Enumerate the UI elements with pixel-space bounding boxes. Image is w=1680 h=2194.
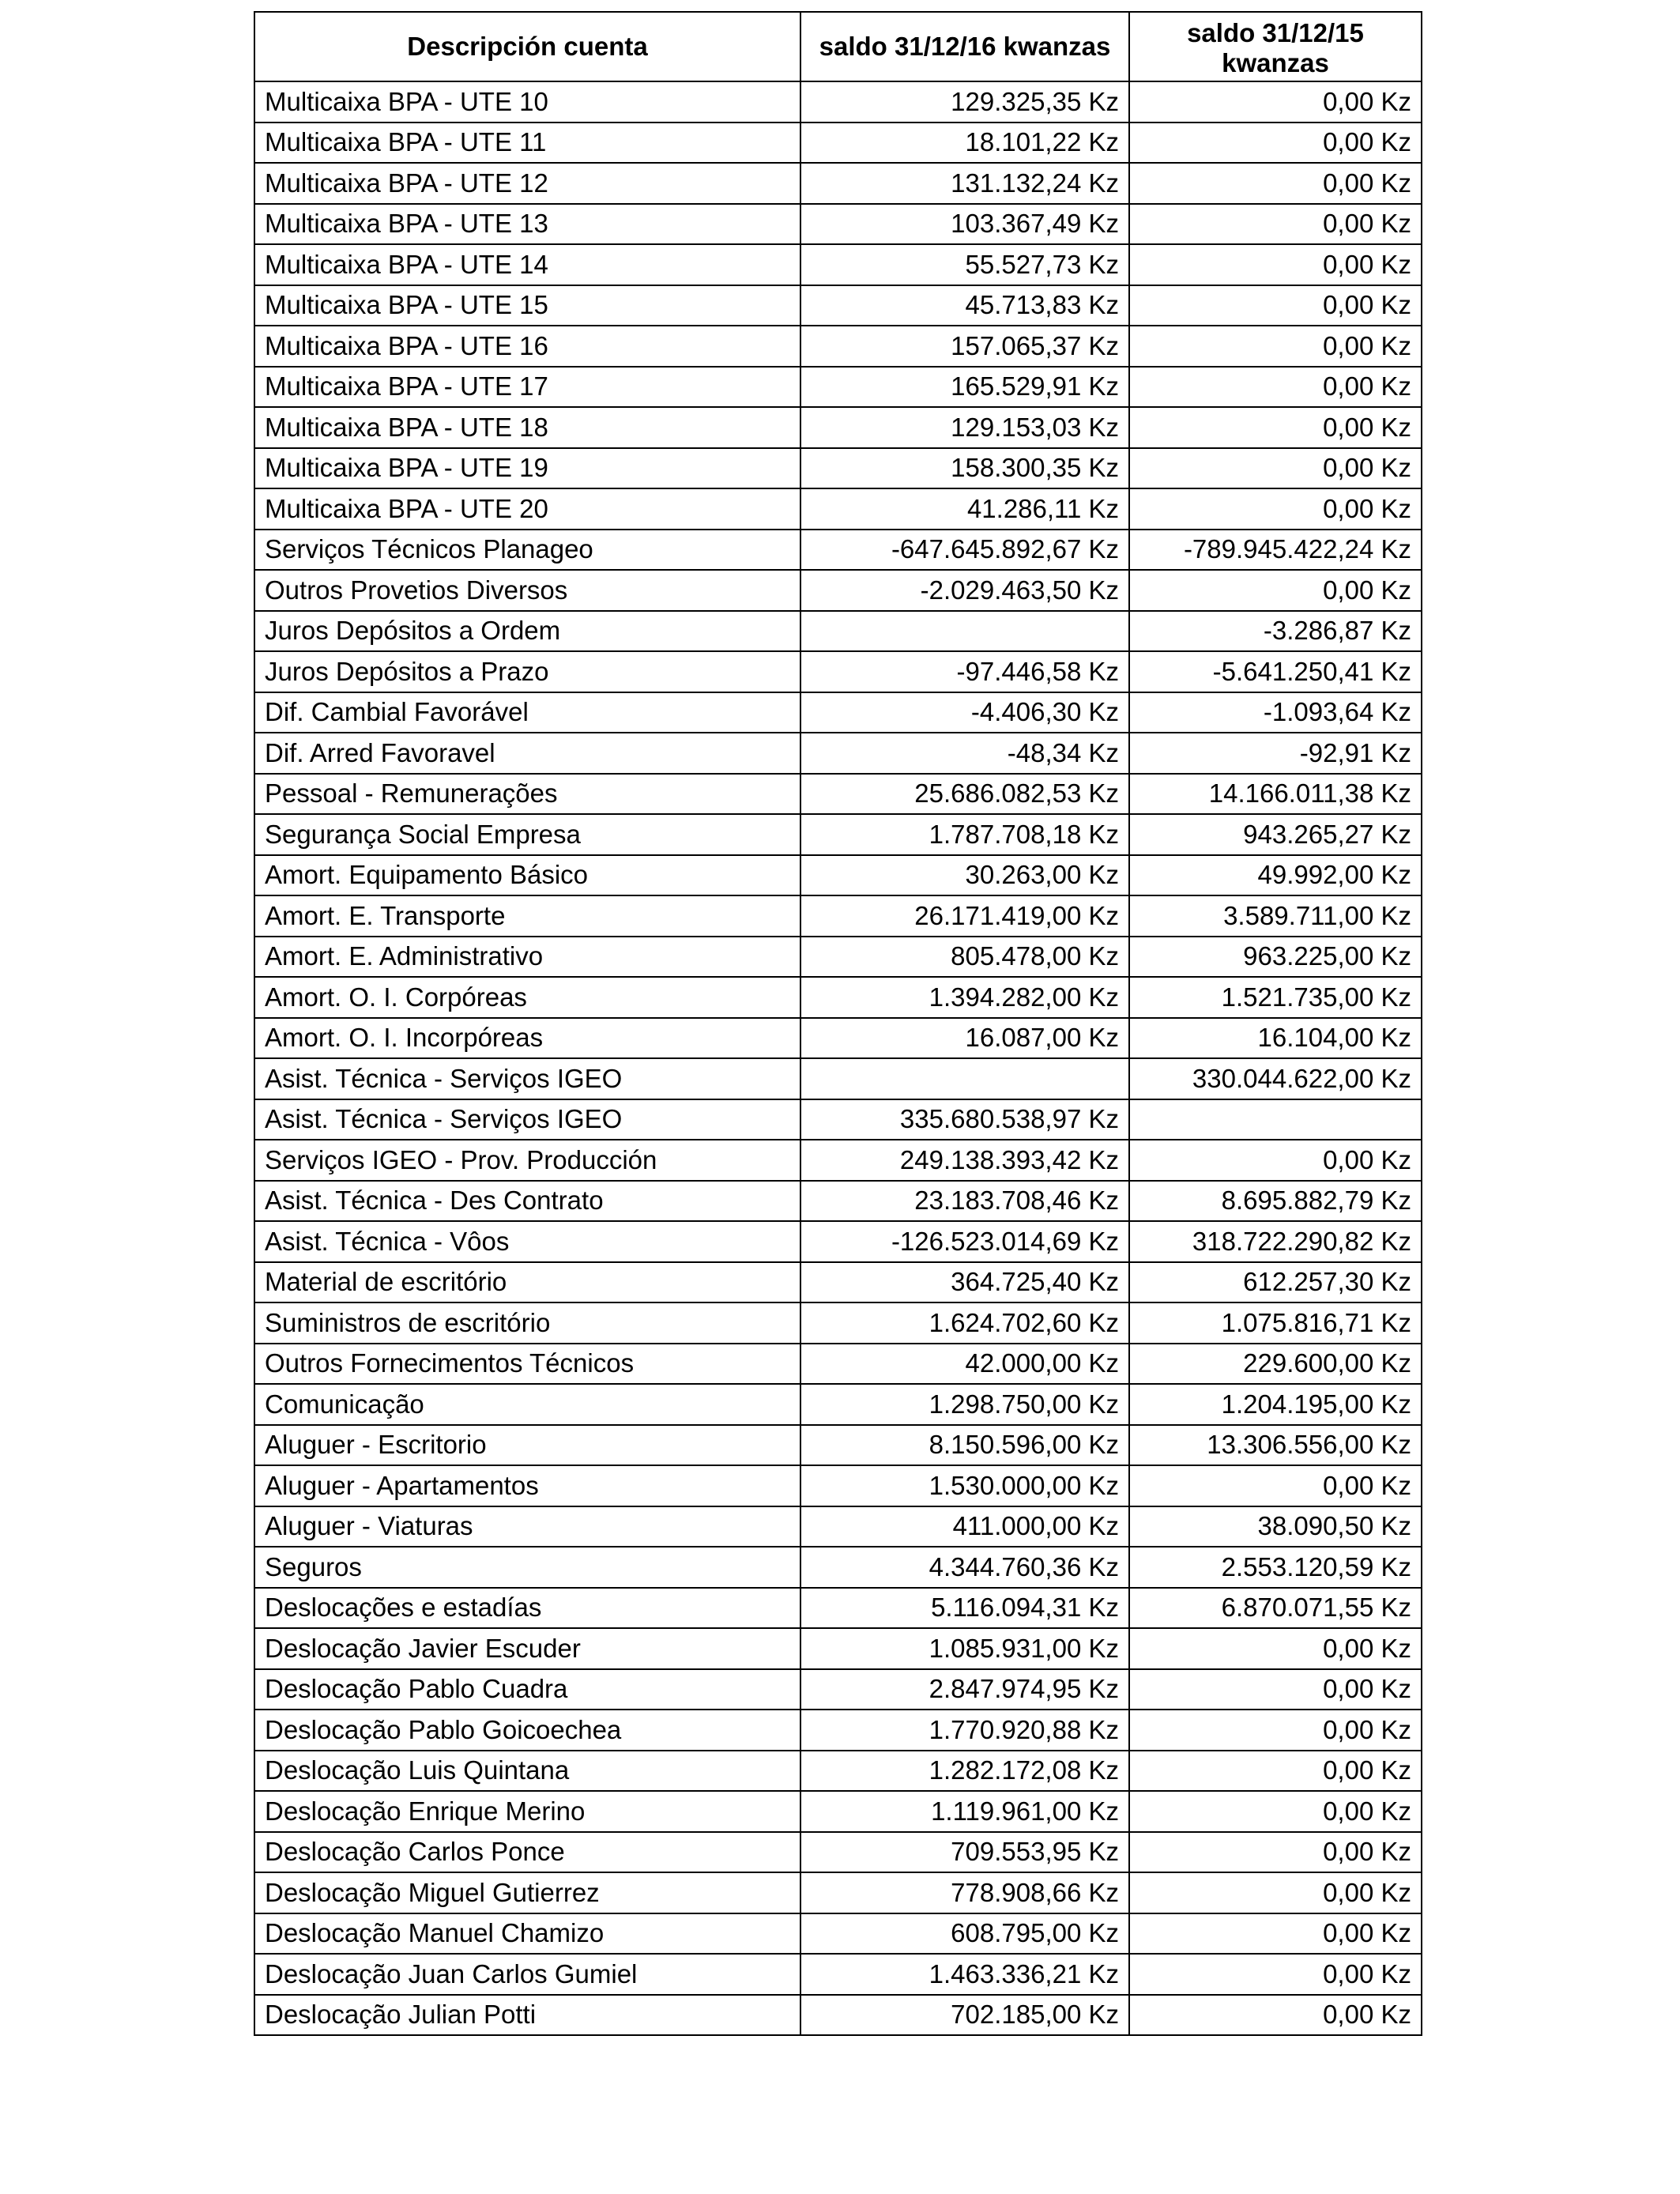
cell-balance-2015: 16.104,00 Kz bbox=[1129, 1018, 1422, 1059]
cell-balance-2015: 0,00 Kz bbox=[1129, 244, 1422, 285]
table-row bbox=[254, 814, 1422, 855]
cell-balance-2015: 0,00 Kz bbox=[1129, 123, 1422, 164]
table-row bbox=[254, 1995, 1422, 2036]
cell-balance-2015: 0,00 Kz bbox=[1129, 326, 1422, 367]
cell-balance-2015: 1.521.735,00 Kz bbox=[1129, 977, 1422, 1018]
cell-balance-2015: 0,00 Kz bbox=[1129, 1872, 1422, 1913]
cell-balance-2015: 0,00 Kz bbox=[1129, 1751, 1422, 1792]
header-balance-2015-line1: saldo 31/12/15 bbox=[1187, 18, 1364, 47]
table-row bbox=[254, 1262, 1422, 1303]
cell-balance-2016: 157.065,37 Kz bbox=[800, 326, 1129, 367]
cell-balance-2016: -2.029.463,50 Kz bbox=[800, 570, 1129, 611]
table-row bbox=[254, 1547, 1422, 1588]
cell-balance-2016: 42.000,00 Kz bbox=[800, 1344, 1129, 1385]
cell-balance-2015: -5.641.250,41 Kz bbox=[1129, 651, 1422, 692]
cell-description: Outros Provetios Diversos bbox=[254, 570, 800, 611]
cell-balance-2016: 1.770.920,88 Kz bbox=[800, 1710, 1129, 1751]
cell-balance-2016: 1.085.931,00 Kz bbox=[800, 1628, 1129, 1669]
header-description: Descripción cuenta bbox=[254, 12, 800, 81]
cell-balance-2016 bbox=[800, 611, 1129, 652]
table-row bbox=[254, 611, 1422, 652]
table-row bbox=[254, 81, 1422, 123]
cell-balance-2015: 229.600,00 Kz bbox=[1129, 1344, 1422, 1385]
cell-description: Multicaixa BPA - UTE 16 bbox=[254, 326, 800, 367]
header-balance-2016: saldo 31/12/16 kwanzas bbox=[800, 12, 1129, 81]
cell-balance-2016: 2.847.974,95 Kz bbox=[800, 1669, 1129, 1710]
cell-balance-2016: 45.713,83 Kz bbox=[800, 285, 1129, 326]
cell-description: Amort. Equipamento Básico bbox=[254, 855, 800, 896]
table-row bbox=[254, 244, 1422, 285]
table-row bbox=[254, 570, 1422, 611]
cell-balance-2015: 0,00 Kz bbox=[1129, 1669, 1422, 1710]
table-row bbox=[254, 1710, 1422, 1751]
table-row bbox=[254, 1832, 1422, 1873]
cell-balance-2016: 129.153,03 Kz bbox=[800, 407, 1129, 448]
table-row bbox=[254, 1506, 1422, 1547]
cell-balance-2016: 1.119.961,00 Kz bbox=[800, 1791, 1129, 1832]
cell-balance-2016: 1.530.000,00 Kz bbox=[800, 1465, 1129, 1506]
cell-description: Multicaixa BPA - UTE 15 bbox=[254, 285, 800, 326]
cell-balance-2015: 0,00 Kz bbox=[1129, 81, 1422, 123]
cell-balance-2015: 0,00 Kz bbox=[1129, 1954, 1422, 1995]
table-row bbox=[254, 651, 1422, 692]
cell-description: Asist. Técnica - Des Contrato bbox=[254, 1181, 800, 1222]
cell-description: Amort. O. I. Incorpóreas bbox=[254, 1018, 800, 1059]
cell-description: Pessoal - Remunerações bbox=[254, 774, 800, 815]
cell-balance-2016: 41.286,11 Kz bbox=[800, 488, 1129, 530]
cell-balance-2016: 1.282.172,08 Kz bbox=[800, 1751, 1129, 1792]
cell-description: Multicaixa BPA - UTE 10 bbox=[254, 81, 800, 123]
cell-balance-2016: -4.406,30 Kz bbox=[800, 692, 1129, 733]
cell-balance-2016: 23.183.708,46 Kz bbox=[800, 1181, 1129, 1222]
table-row bbox=[254, 285, 1422, 326]
ledger-page bbox=[254, 11, 1421, 2036]
table-header bbox=[254, 12, 1422, 81]
cell-balance-2016: 364.725,40 Kz bbox=[800, 1262, 1129, 1303]
cell-description: Multicaixa BPA - UTE 12 bbox=[254, 163, 800, 204]
cell-description: Amort. E. Administrativo bbox=[254, 937, 800, 978]
cell-balance-2016: 249.138.393,42 Kz bbox=[800, 1140, 1129, 1181]
cell-description: Deslocações e estadías bbox=[254, 1588, 800, 1629]
cell-balance-2015: 0,00 Kz bbox=[1129, 1995, 1422, 2036]
cell-description: Comunicação bbox=[254, 1384, 800, 1425]
table-row bbox=[254, 1140, 1422, 1181]
cell-description: Amort. O. I. Corpóreas bbox=[254, 977, 800, 1018]
cell-description: Deslocação Luis Quintana bbox=[254, 1751, 800, 1792]
cell-balance-2015: 0,00 Kz bbox=[1129, 367, 1422, 408]
cell-balance-2015: 0,00 Kz bbox=[1129, 488, 1422, 530]
cell-balance-2015: -1.093,64 Kz bbox=[1129, 692, 1422, 733]
cell-balance-2016: 1.463.336,21 Kz bbox=[800, 1954, 1129, 1995]
table-row bbox=[254, 530, 1422, 571]
cell-description: Deslocação Pablo Goicoechea bbox=[254, 1710, 800, 1751]
cell-balance-2016: 4.344.760,36 Kz bbox=[800, 1547, 1129, 1588]
cell-balance-2015: 330.044.622,00 Kz bbox=[1129, 1058, 1422, 1099]
cell-balance-2015: 0,00 Kz bbox=[1129, 1832, 1422, 1873]
cell-balance-2015: 0,00 Kz bbox=[1129, 285, 1422, 326]
table-row bbox=[254, 1872, 1422, 1913]
cell-description: Deslocação Pablo Cuadra bbox=[254, 1669, 800, 1710]
cell-balance-2016: 5.116.094,31 Kz bbox=[800, 1588, 1129, 1629]
cell-description: Segurança Social Empresa bbox=[254, 814, 800, 855]
cell-description: Material de escritório bbox=[254, 1262, 800, 1303]
header-row bbox=[254, 12, 1422, 81]
table-row bbox=[254, 1465, 1422, 1506]
table-row bbox=[254, 855, 1422, 896]
cell-balance-2016: 26.171.419,00 Kz bbox=[800, 895, 1129, 937]
table-row bbox=[254, 1669, 1422, 1710]
cell-description: Aluguer - Escritorio bbox=[254, 1425, 800, 1466]
table-row bbox=[254, 1221, 1422, 1262]
account-balance-table bbox=[254, 11, 1422, 2036]
cell-balance-2016: -126.523.014,69 Kz bbox=[800, 1221, 1129, 1262]
cell-description: Multicaixa BPA - UTE 20 bbox=[254, 488, 800, 530]
table-row bbox=[254, 1628, 1422, 1669]
cell-description: Deslocação Manuel Chamizo bbox=[254, 1913, 800, 1955]
table-row bbox=[254, 163, 1422, 204]
table-row bbox=[254, 977, 1422, 1018]
table-row bbox=[254, 367, 1422, 408]
cell-balance-2015: 2.553.120,59 Kz bbox=[1129, 1547, 1422, 1588]
table-row bbox=[254, 1181, 1422, 1222]
cell-balance-2015: 963.225,00 Kz bbox=[1129, 937, 1422, 978]
cell-balance-2016: 805.478,00 Kz bbox=[800, 937, 1129, 978]
table-row bbox=[254, 326, 1422, 367]
cell-balance-2016: 1.624.702,60 Kz bbox=[800, 1302, 1129, 1344]
header-balance-2015 bbox=[1129, 12, 1422, 81]
cell-description: Aluguer - Apartamentos bbox=[254, 1465, 800, 1506]
cell-balance-2015: 0,00 Kz bbox=[1129, 1140, 1422, 1181]
cell-balance-2015: 0,00 Kz bbox=[1129, 1913, 1422, 1955]
cell-description: Outros Fornecimentos Técnicos bbox=[254, 1344, 800, 1385]
cell-balance-2015: 8.695.882,79 Kz bbox=[1129, 1181, 1422, 1222]
header-balance-2015-line2: kwanzas bbox=[1222, 48, 1329, 77]
cell-description: Deslocação Enrique Merino bbox=[254, 1791, 800, 1832]
cell-balance-2016: 608.795,00 Kz bbox=[800, 1913, 1129, 1955]
cell-balance-2016: 1.298.750,00 Kz bbox=[800, 1384, 1129, 1425]
cell-description: Deslocação Juan Carlos Gumiel bbox=[254, 1954, 800, 1995]
cell-balance-2016 bbox=[800, 1058, 1129, 1099]
cell-balance-2016: 25.686.082,53 Kz bbox=[800, 774, 1129, 815]
cell-description: Suministros de escritório bbox=[254, 1302, 800, 1344]
cell-balance-2016: 1.394.282,00 Kz bbox=[800, 977, 1129, 1018]
cell-balance-2015: 0,00 Kz bbox=[1129, 1791, 1422, 1832]
cell-balance-2016: 709.553,95 Kz bbox=[800, 1832, 1129, 1873]
cell-balance-2016: 18.101,22 Kz bbox=[800, 123, 1129, 164]
cell-balance-2015: 612.257,30 Kz bbox=[1129, 1262, 1422, 1303]
cell-description: Serviços Técnicos Planageo bbox=[254, 530, 800, 571]
cell-balance-2016: 158.300,35 Kz bbox=[800, 448, 1129, 489]
cell-balance-2016: -97.446,58 Kz bbox=[800, 651, 1129, 692]
cell-balance-2015: 6.870.071,55 Kz bbox=[1129, 1588, 1422, 1629]
cell-balance-2015: 0,00 Kz bbox=[1129, 448, 1422, 489]
cell-balance-2016: 16.087,00 Kz bbox=[800, 1018, 1129, 1059]
cell-balance-2016: 30.263,00 Kz bbox=[800, 855, 1129, 896]
cell-balance-2016: 103.367,49 Kz bbox=[800, 204, 1129, 245]
table-row bbox=[254, 733, 1422, 774]
cell-description: Multicaixa BPA - UTE 13 bbox=[254, 204, 800, 245]
cell-balance-2015 bbox=[1129, 1099, 1422, 1140]
table-row bbox=[254, 204, 1422, 245]
cell-balance-2015: 49.992,00 Kz bbox=[1129, 855, 1422, 896]
cell-description: Amort. E. Transporte bbox=[254, 895, 800, 937]
table-row bbox=[254, 1913, 1422, 1955]
cell-balance-2015: -3.286,87 Kz bbox=[1129, 611, 1422, 652]
cell-balance-2015: 1.075.816,71 Kz bbox=[1129, 1302, 1422, 1344]
cell-balance-2015: 0,00 Kz bbox=[1129, 163, 1422, 204]
cell-description: Serviços IGEO - Prov. Producción bbox=[254, 1140, 800, 1181]
cell-balance-2016: 335.680.538,97 Kz bbox=[800, 1099, 1129, 1140]
table-row bbox=[254, 1302, 1422, 1344]
cell-balance-2015: 943.265,27 Kz bbox=[1129, 814, 1422, 855]
cell-description: Multicaixa BPA - UTE 18 bbox=[254, 407, 800, 448]
table-row bbox=[254, 1791, 1422, 1832]
cell-description: Deslocação Miguel Gutierrez bbox=[254, 1872, 800, 1913]
cell-description: Deslocação Carlos Ponce bbox=[254, 1832, 800, 1873]
table-row bbox=[254, 488, 1422, 530]
cell-balance-2016: 165.529,91 Kz bbox=[800, 367, 1129, 408]
table-row bbox=[254, 774, 1422, 815]
cell-balance-2015: 1.204.195,00 Kz bbox=[1129, 1384, 1422, 1425]
cell-description: Multicaixa BPA - UTE 11 bbox=[254, 123, 800, 164]
cell-balance-2016: 1.787.708,18 Kz bbox=[800, 814, 1129, 855]
cell-balance-2015: -92,91 Kz bbox=[1129, 733, 1422, 774]
table-row bbox=[254, 895, 1422, 937]
cell-balance-2015: 0,00 Kz bbox=[1129, 204, 1422, 245]
cell-description: Aluguer - Viaturas bbox=[254, 1506, 800, 1547]
table-row bbox=[254, 1751, 1422, 1792]
table-row bbox=[254, 407, 1422, 448]
cell-description: Multicaixa BPA - UTE 19 bbox=[254, 448, 800, 489]
table-row bbox=[254, 937, 1422, 978]
cell-balance-2016: -48,34 Kz bbox=[800, 733, 1129, 774]
cell-description: Multicaixa BPA - UTE 14 bbox=[254, 244, 800, 285]
cell-balance-2015: 14.166.011,38 Kz bbox=[1129, 774, 1422, 815]
cell-description: Multicaixa BPA - UTE 17 bbox=[254, 367, 800, 408]
cell-description: Deslocação Javier Escuder bbox=[254, 1628, 800, 1669]
cell-balance-2016: -647.645.892,67 Kz bbox=[800, 530, 1129, 571]
table-row bbox=[254, 448, 1422, 489]
cell-balance-2015: 0,00 Kz bbox=[1129, 407, 1422, 448]
table-row bbox=[254, 1058, 1422, 1099]
cell-description: Asist. Técnica - Vôos bbox=[254, 1221, 800, 1262]
cell-balance-2016: 778.908,66 Kz bbox=[800, 1872, 1129, 1913]
cell-description: Dif. Arred Favoravel bbox=[254, 733, 800, 774]
cell-balance-2016: 129.325,35 Kz bbox=[800, 81, 1129, 123]
table-row bbox=[254, 1384, 1422, 1425]
cell-balance-2016: 131.132,24 Kz bbox=[800, 163, 1129, 204]
table-row bbox=[254, 123, 1422, 164]
table-row bbox=[254, 692, 1422, 733]
cell-balance-2015: 0,00 Kz bbox=[1129, 570, 1422, 611]
cell-balance-2015: 318.722.290,82 Kz bbox=[1129, 1221, 1422, 1262]
cell-balance-2015: 0,00 Kz bbox=[1129, 1628, 1422, 1669]
cell-balance-2015: -789.945.422,24 Kz bbox=[1129, 530, 1422, 571]
cell-description: Asist. Técnica - Serviços IGEO bbox=[254, 1099, 800, 1140]
cell-balance-2015: 0,00 Kz bbox=[1129, 1465, 1422, 1506]
table-row bbox=[254, 1344, 1422, 1385]
table-body bbox=[254, 81, 1422, 2035]
table-row bbox=[254, 1425, 1422, 1466]
table-row bbox=[254, 1954, 1422, 1995]
cell-balance-2015: 13.306.556,00 Kz bbox=[1129, 1425, 1422, 1466]
cell-balance-2016: 702.185,00 Kz bbox=[800, 1995, 1129, 2036]
cell-description: Asist. Técnica - Serviços IGEO bbox=[254, 1058, 800, 1099]
cell-balance-2016: 55.527,73 Kz bbox=[800, 244, 1129, 285]
cell-description: Juros Depósitos a Ordem bbox=[254, 611, 800, 652]
cell-description: Dif. Cambial Favorável bbox=[254, 692, 800, 733]
cell-balance-2015: 3.589.711,00 Kz bbox=[1129, 895, 1422, 937]
table-row bbox=[254, 1099, 1422, 1140]
cell-description: Seguros bbox=[254, 1547, 800, 1588]
cell-balance-2015: 38.090,50 Kz bbox=[1129, 1506, 1422, 1547]
cell-balance-2016: 8.150.596,00 Kz bbox=[800, 1425, 1129, 1466]
table-row bbox=[254, 1018, 1422, 1059]
cell-description: Juros Depósitos a Prazo bbox=[254, 651, 800, 692]
cell-balance-2015: 0,00 Kz bbox=[1129, 1710, 1422, 1751]
table-row bbox=[254, 1588, 1422, 1629]
cell-balance-2016: 411.000,00 Kz bbox=[800, 1506, 1129, 1547]
cell-description: Deslocação Julian Potti bbox=[254, 1995, 800, 2036]
